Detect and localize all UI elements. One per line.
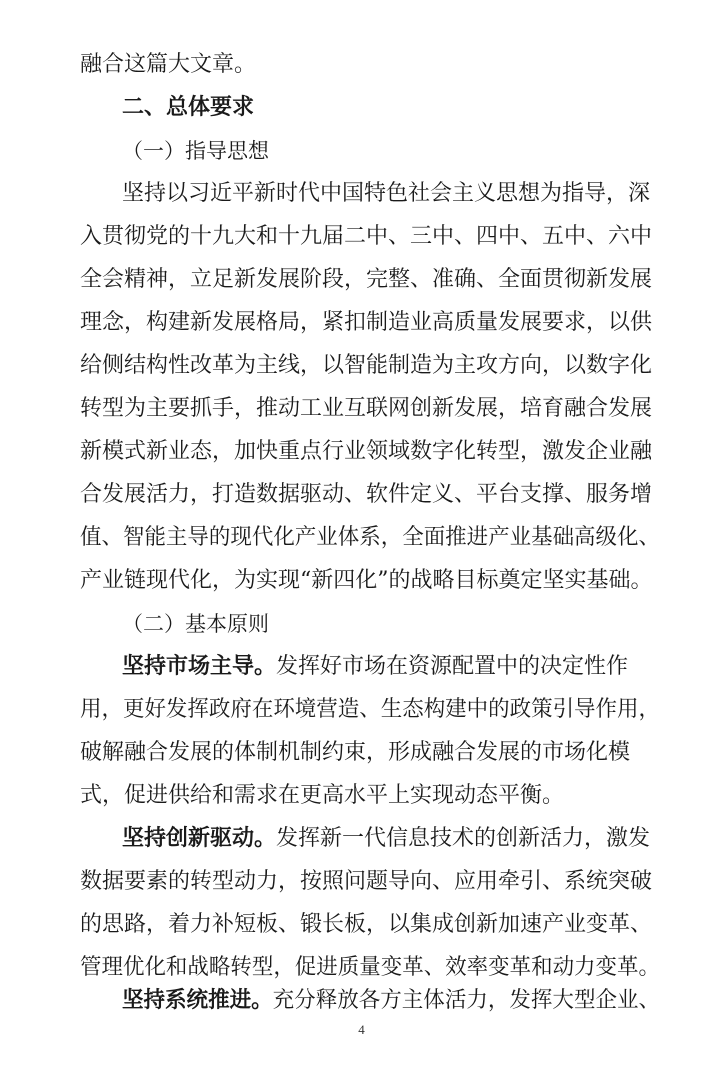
line-text: 合发展活力，打造数据驱动、软件定义、平台支撑、服务增 (80, 482, 653, 507)
paragraph-line (80, 953, 660, 983)
line-text: 破解融合发展的体制机制约束，形成融合发展的市场化模 (80, 740, 631, 765)
paragraph-line (80, 523, 660, 553)
line-text: 充分释放各方主体活力，发挥大型企业、 (272, 988, 661, 1013)
line-text: 值、智能主导的现代化产业体系，全面推进产业基础高级化、 (80, 525, 660, 550)
paragraph-line (80, 50, 660, 80)
paragraph-line (80, 437, 660, 467)
paragraph-line (80, 695, 660, 725)
paragraph-line (80, 480, 660, 510)
line-text: 的思路，着力补短板、锻长板，以集成创新加速产业变革、 (80, 912, 653, 937)
line-text: 新模式新业态，加快重点行业领域数字化转型，激发企业融 (80, 439, 653, 464)
paragraph-line (122, 179, 660, 209)
paragraph-line (122, 652, 660, 682)
subsection-heading (122, 136, 702, 166)
paragraph-line (80, 781, 660, 811)
line-text: 发挥好市场在资源配置中的决定性作 (276, 654, 629, 679)
paragraph-line (80, 910, 660, 940)
line-text: 理念，构建新发展格局，紧扣制造业高质量发展要求，以供 (80, 310, 653, 335)
paragraph-line (80, 265, 660, 295)
page-number: 4 (358, 1022, 365, 1037)
paragraph-line (80, 566, 660, 596)
line-text: 融合这篇大文章。 (80, 52, 257, 77)
line-text: 用，更好发挥政府在环境营造、生态构建中的政策引导作用， (80, 697, 660, 722)
section-heading (122, 93, 702, 123)
principle-lead: 坚持市场主导。 (122, 654, 277, 679)
subsection-heading (122, 609, 702, 639)
line-text: 转型为主要抓手，推动工业互联网创新发展，培育融合发展 (80, 396, 653, 421)
paragraph-line (80, 222, 660, 252)
paragraph-line (80, 351, 660, 381)
subsection-heading-text: （二）基本原则 (122, 612, 269, 636)
line-text: 给侧结构性改革为主线，以智能制造为主攻方向，以数字化 (80, 353, 653, 378)
principle-lead: 坚持创新驱动。 (122, 826, 277, 851)
line-text: 式，促进供给和需求在更高水平上实现动态平衡。 (80, 783, 565, 808)
paragraph-line (80, 394, 660, 424)
paragraph-line (122, 824, 660, 854)
line-text: 入贯彻党的十九大和十九届二中、三中、四中、五中、六中 (80, 224, 653, 249)
line-text: 全会精神，立足新发展阶段，完整、准确、全面贯彻新发展 (80, 267, 653, 292)
paragraph-line (80, 308, 660, 338)
line-text: 产业链现代化，为实现“新四化”的战略目标奠定坚实基础。 (80, 568, 653, 593)
paragraph-line (80, 738, 660, 768)
line-text: 数据要素的转型动力，按照问题导向、应用牵引、系统突破 (80, 869, 653, 894)
line-text: 发挥新一代信息技术的创新活力，激发 (276, 826, 651, 851)
paragraph-line (80, 867, 660, 897)
paragraph-line (122, 986, 661, 1016)
principle-lead: 坚持系统推进。 (122, 988, 273, 1013)
line-text: 坚持以习近平新时代中国特色社会主义思想为指导，深 (122, 181, 651, 206)
section-heading-text: 二、总体要求 (122, 95, 255, 120)
line-text: 管理优化和战略转型，促进质量变革、效率变革和动力变革。 (80, 955, 660, 980)
subsection-heading-text: （一）指导思想 (122, 139, 269, 163)
